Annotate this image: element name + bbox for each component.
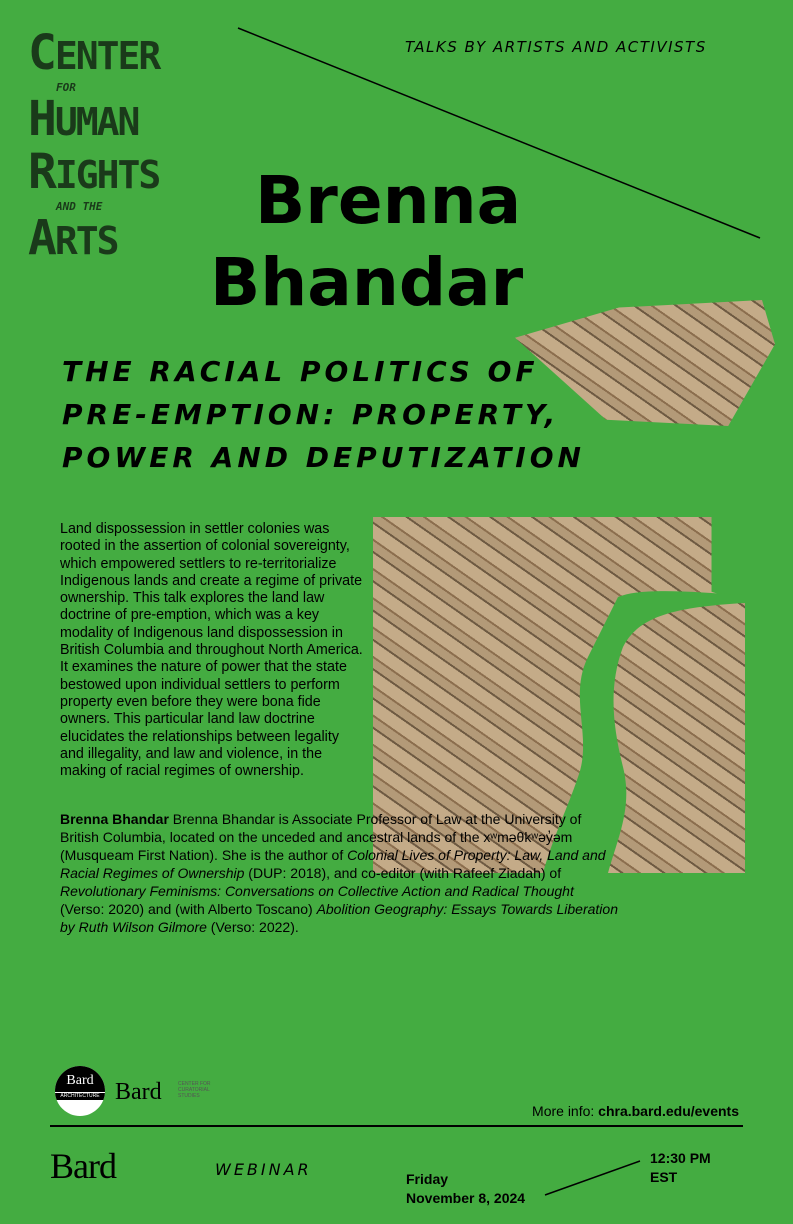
logo-text: H (28, 91, 55, 147)
more-info (532, 1103, 739, 1119)
event-timezone: EST (650, 1169, 678, 1185)
title-line: THE RACIAL POLITICS OF (62, 355, 539, 388)
event-time-text: 12:30 PM (650, 1150, 711, 1166)
bard-center-logo: Bard (115, 1079, 162, 1105)
logo-text: R (28, 144, 55, 200)
bio-text: (DUP: 2018), and co-editor (with Rafeef Ziadah) of (244, 865, 562, 882)
text-column (60, 521, 630, 936)
logo-text: AND THE (56, 200, 103, 213)
title-line: PRE-EMPTION: PROPERTY, (62, 398, 560, 431)
book-title: Revolutionary Feminisms: Conversations on Collective Action and Radical Thought (60, 883, 574, 900)
event-format: WEBINAR (215, 1160, 312, 1179)
logo-text: A (28, 210, 55, 266)
book-title: Colonial Lives of Property: Law, Land and Racial Regimes of Ownership (60, 847, 606, 882)
event-day: Friday (406, 1171, 449, 1187)
speaker-last-name: Bhandar (210, 244, 524, 321)
talk-description: Land dispossession in settler colonies was rooted in the assertion of colonial sovereignty, which empowered settlers to re-territorialize Indigenous lands and create a regime of private ownership. This talk explores the land law doctrine of pre-emption, which was a key modality of Indigenous land dispossession in British Columbia and throughout North America. It examines the nature of power that the state bestowed upon individual settlers to perform property even before they were bona fide owners. This particular land law doctrine elucidates the relationships between legality and illegality, and law and violence, in the making of racial regimes of ownership. (60, 521, 363, 780)
more-info-label: More info: (532, 1103, 599, 1119)
logo-text: C (28, 25, 55, 81)
speaker-bio (60, 810, 620, 936)
book-title: Abolition Geography: Essays Towards Liberation by Ruth Wilson Gilmore (60, 901, 618, 936)
logo-text: Bard (55, 1066, 105, 1092)
title-line: POWER AND DEPUTIZATION (62, 441, 585, 474)
bard-architecture-logo (55, 1066, 105, 1116)
bard-center-sub: CENTER FOR CURATORIAL STUDIES (178, 1081, 211, 1099)
event-date-text: November 8, 2024 (406, 1190, 526, 1206)
logo-text: FOR (56, 81, 76, 94)
event-date (406, 1170, 525, 1208)
talk-title (62, 350, 585, 479)
logo-text: RTS (54, 219, 118, 263)
logo-text: ENTER (54, 34, 160, 78)
bio-text: Brenna Bhandar is Associate Professor of Law at the University of British Columbia, located on the unceded and ancestral lands of the xʷməθkʷəy̓əm (Musqueam First Nation). She is the author of (60, 811, 582, 864)
logo-text: IGHTS (54, 153, 160, 197)
event-time (650, 1149, 711, 1187)
bard-logo: Bard (50, 1146, 116, 1186)
logo-text: UMAN (54, 100, 139, 144)
bio-text: (Verso: 2020) and (with Alberto Toscano) (60, 901, 317, 918)
bio-text: (Verso: 2022). (206, 919, 299, 936)
logo-text: ARCHITECTURE (55, 1093, 105, 1100)
tagline: TALKS BY ARTISTS AND ACTIVISTS (405, 38, 707, 56)
bio-name: Brenna Bhandar (60, 811, 169, 828)
more-info-link[interactable]: chra.bard.edu/events (598, 1103, 739, 1119)
speaker-first-name: Brenna (255, 162, 522, 239)
